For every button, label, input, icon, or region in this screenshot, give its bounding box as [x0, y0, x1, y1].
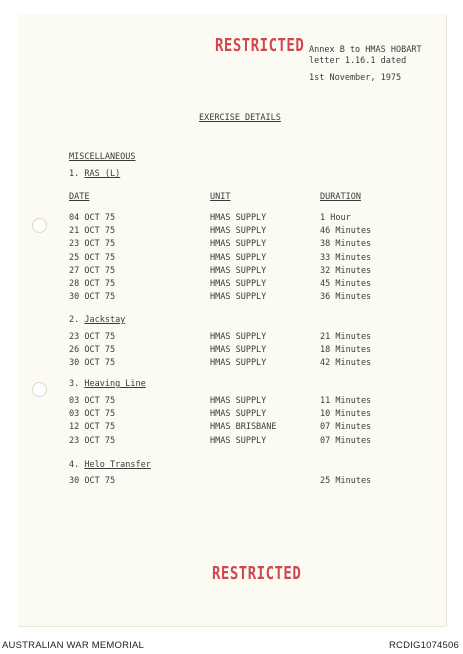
row-duration: 46 Minutes	[320, 226, 372, 237]
row-date: 30 OCT 75	[69, 358, 116, 369]
annex-line-2: letter 1.16.1 dated	[309, 56, 407, 66]
punch-hole-bottom	[32, 382, 47, 397]
row-date: 04 OCT 75	[69, 213, 116, 223]
row-duration: 42 Minutes	[320, 358, 372, 369]
section-heading: 2. Jackstay	[69, 315, 126, 325]
row-date: 21 OCT 75	[69, 226, 116, 237]
row-unit: HMAS SUPPLY	[210, 226, 267, 237]
row-unit: HMAS SUPPLY	[210, 265, 267, 276]
restricted-stamp-bottom: RESTRICTED	[212, 564, 302, 584]
punch-hole-top	[32, 218, 47, 233]
row-date: 23 OCT 75	[69, 332, 116, 342]
row-date: 28 OCT 75	[69, 279, 116, 289]
footer-record-id: RCDIG1074506	[389, 640, 459, 651]
section-heading: 4. Helo Transfer	[69, 460, 151, 470]
row-duration: 38 Minutes	[320, 239, 372, 250]
row-duration: 25 Minutes	[320, 476, 372, 486]
row-date: 26 OCT 75	[69, 345, 116, 356]
document-date: 1st November, 1975	[309, 73, 402, 83]
footer-institution: AUSTRALIAN WAR MEMORIAL	[2, 640, 145, 651]
row-unit: HMAS SUPPLY	[210, 435, 267, 446]
row-duration: 36 Minutes	[320, 292, 372, 303]
row-unit: HMAS SUPPLY	[210, 213, 267, 223]
row-duration: 18 Minutes	[320, 345, 372, 356]
row-duration: 10 Minutes	[320, 409, 372, 420]
category-heading: MISCELLANEOUS	[69, 152, 136, 162]
row-duration: 32 Minutes	[320, 265, 372, 276]
section-heading: 1. RAS (L)	[69, 169, 121, 179]
column-header-duration: DURATION	[320, 192, 361, 202]
row-unit: HMAS SUPPLY	[210, 396, 267, 406]
row-duration: 45 Minutes	[320, 279, 372, 289]
row-duration: 33 Minutes	[320, 252, 372, 263]
row-date: 12 OCT 75	[69, 422, 116, 433]
row-unit: HMAS SUPPLY	[210, 358, 267, 369]
row-date: 27 OCT 75	[69, 265, 116, 276]
row-unit: HMAS SUPPLY	[210, 279, 267, 289]
document-page	[18, 14, 446, 626]
annex-line-1: Annex B to HMAS HOBART	[309, 45, 422, 55]
row-unit: HMAS BRISBANE	[210, 422, 277, 433]
column-header-unit: UNIT	[210, 192, 231, 202]
row-duration: 07 Minutes	[320, 422, 372, 433]
row-unit: HMAS SUPPLY	[210, 409, 267, 420]
row-duration: 1 Hour	[320, 213, 351, 223]
row-unit: HMAS SUPPLY	[210, 239, 267, 250]
restricted-stamp-top: RESTRICTED	[215, 36, 305, 56]
document-title: EXERCISE DETAILS	[199, 113, 281, 123]
row-unit: HMAS SUPPLY	[210, 292, 267, 303]
row-duration: 07 Minutes	[320, 435, 372, 446]
row-unit: HMAS SUPPLY	[210, 345, 267, 356]
row-date: 25 OCT 75	[69, 252, 116, 263]
row-unit: HMAS SUPPLY	[210, 332, 267, 342]
row-date: 23 OCT 75	[69, 239, 116, 250]
row-duration: 21 Minutes	[320, 332, 372, 342]
column-header-date: DATE	[69, 192, 90, 202]
row-date: 03 OCT 75	[69, 409, 116, 420]
section-heading: 3. Heaving Line	[69, 379, 146, 389]
row-duration: 11 Minutes	[320, 396, 372, 406]
row-unit: HMAS SUPPLY	[210, 252, 267, 263]
row-date: 03 OCT 75	[69, 396, 116, 406]
row-date: 23 OCT 75	[69, 435, 116, 446]
row-date: 30 OCT 75	[69, 292, 116, 303]
row-date: 30 OCT 75	[69, 476, 116, 486]
